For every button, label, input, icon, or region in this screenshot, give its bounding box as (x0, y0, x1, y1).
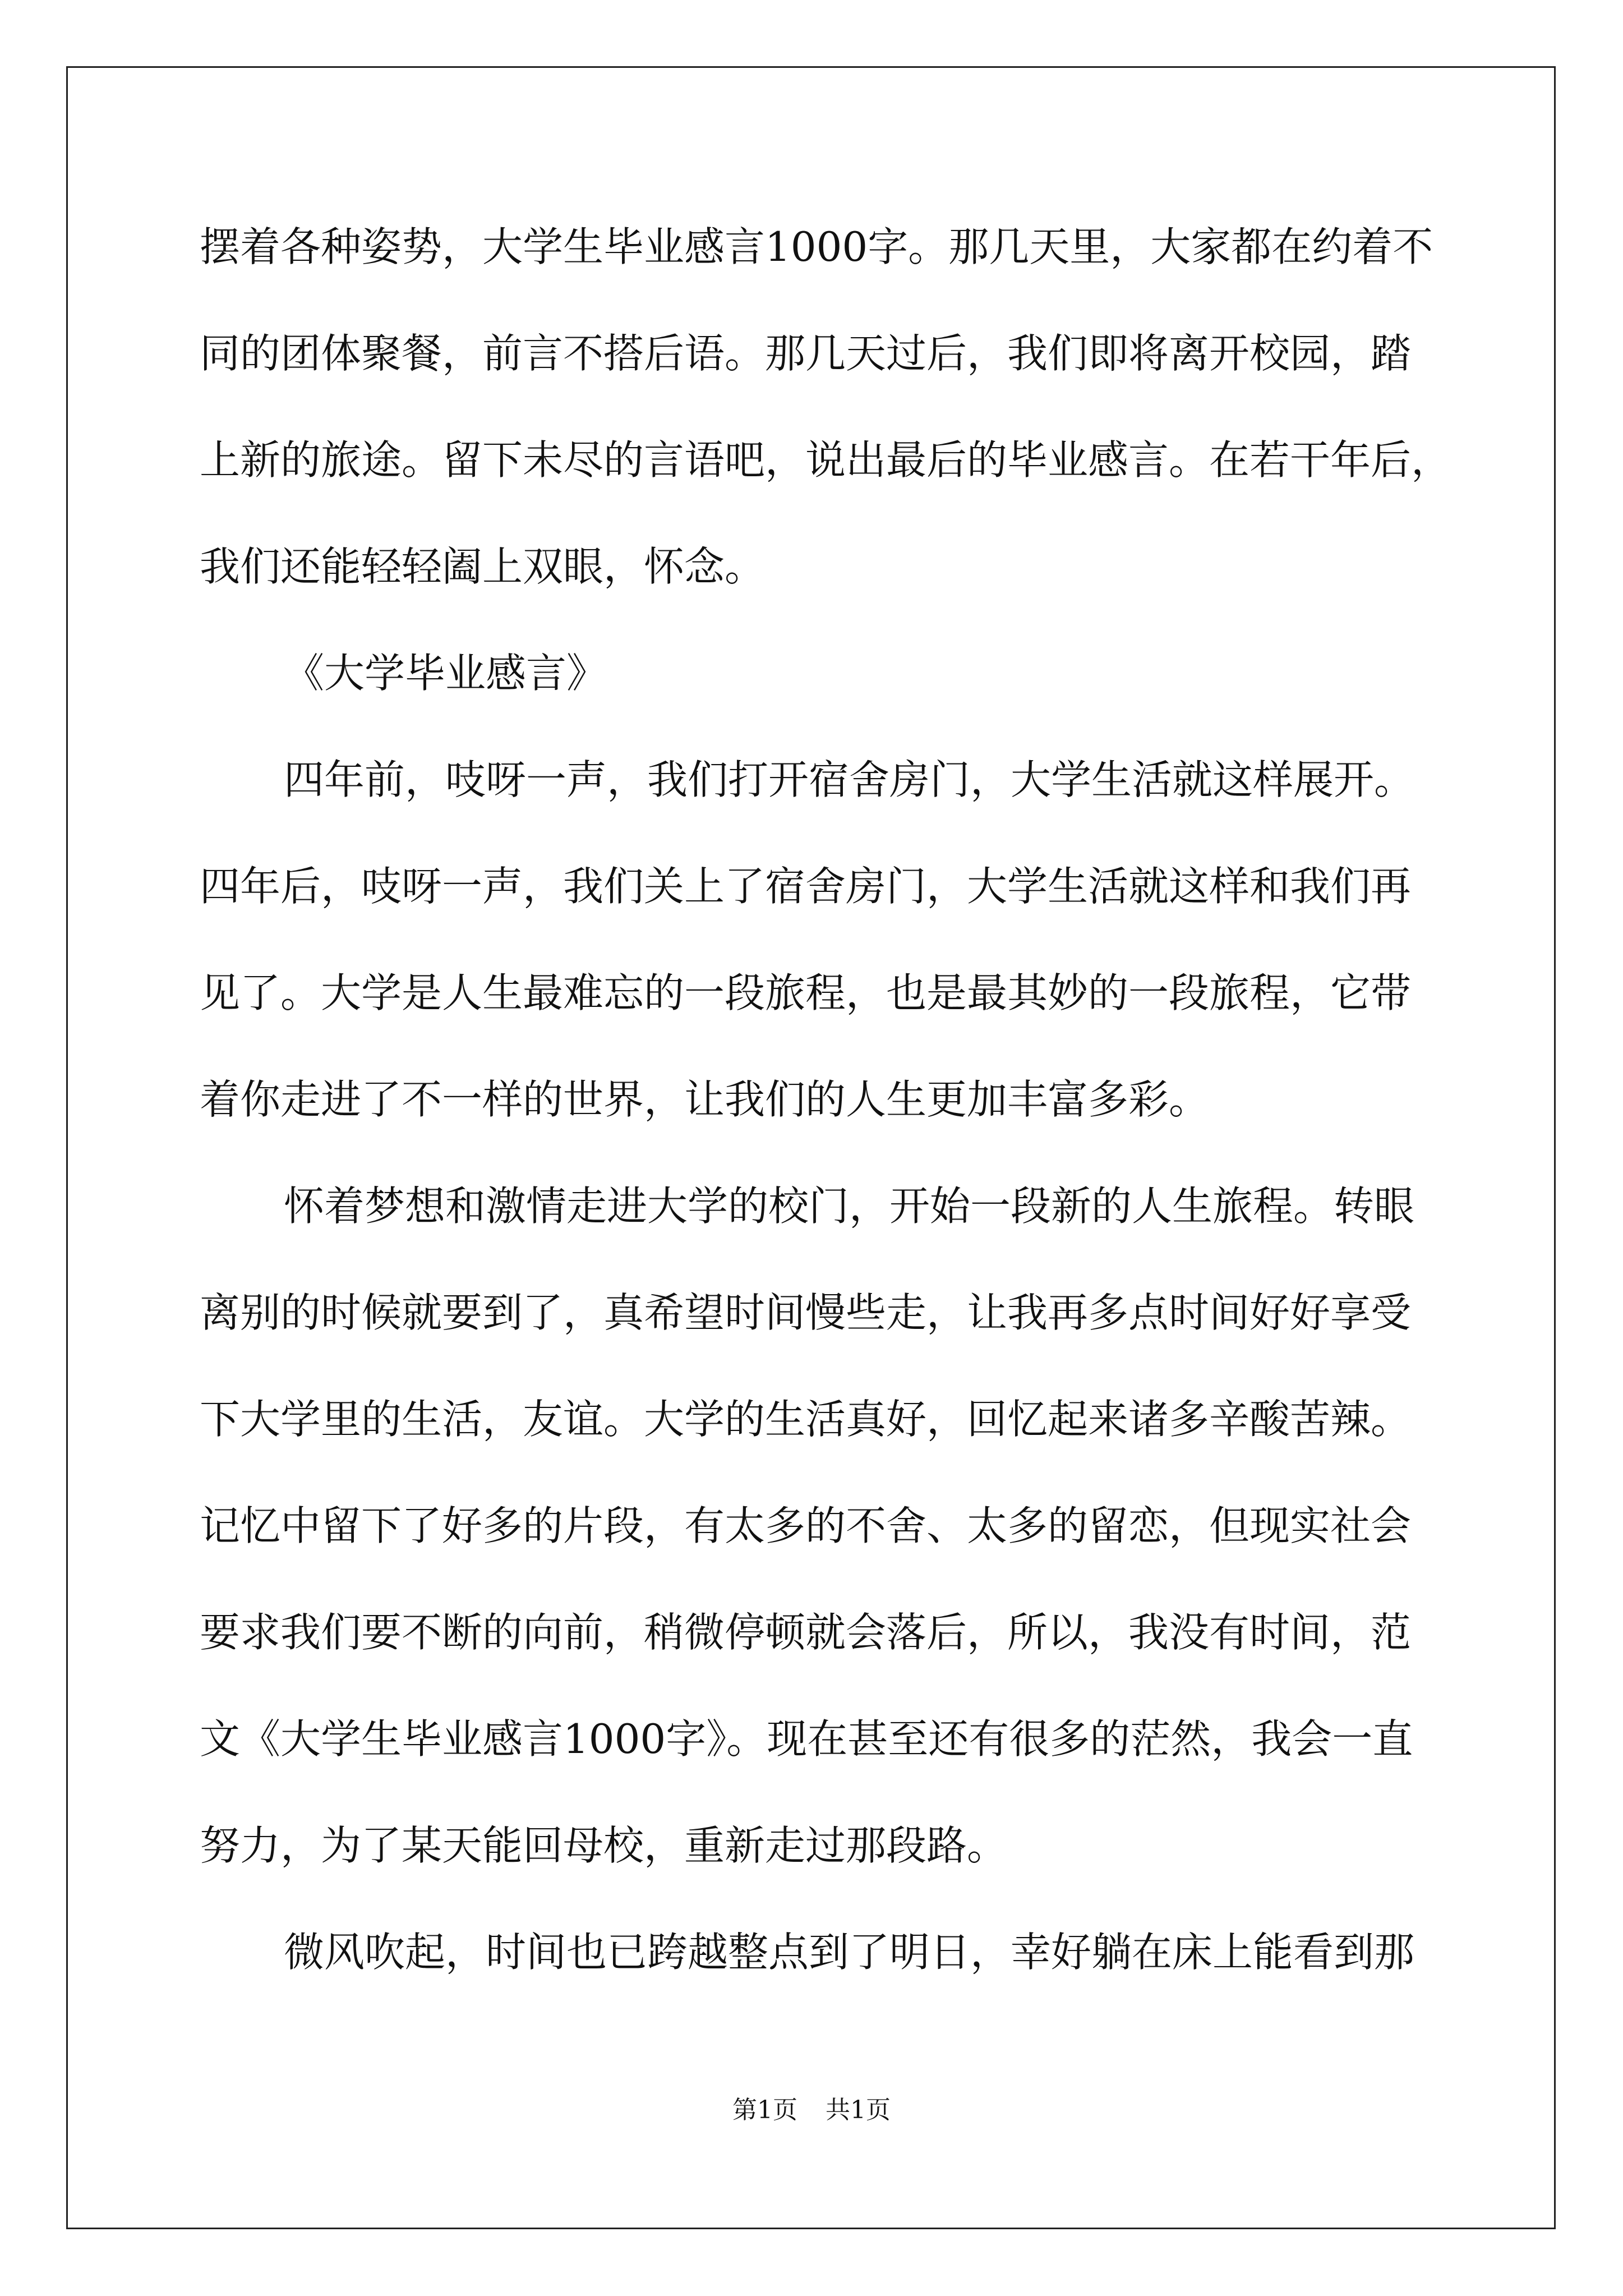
document-body (200, 219, 1461, 2031)
text-line: 我们还能轻轻阖上双眼，怀念。 (200, 543, 766, 590)
text-line: 努力，为了某天能回母校，重新走过那段路。 (200, 1822, 1008, 1869)
text-line: 微风吹起，时间也已跨越整点到了明日，幸好躺在床上能看到那 (284, 1929, 1415, 1976)
page-footer (0, 2090, 1623, 2125)
page-number: 第1页 (732, 2096, 797, 2124)
text-line: 着你走进了不一样的世界，让我们的人生更加丰富多彩。 (200, 1076, 1210, 1123)
text-line: 见了。大学是人生最难忘的一段旅程，也是最其妙的一段旅程，它带 (200, 969, 1412, 1016)
text-line: 上新的旅途。留下未尽的言语吧，说出最后的毕业感言。在若干年后， (200, 436, 1452, 484)
text-line: 摆着各种姿势，大学生毕业感言1000字。那几天里，大家都在约着不 (200, 223, 1433, 270)
text-line: 下大学里的生活，友谊。大学的生活真好，回忆起来诸多辛酸苦辣。 (200, 1396, 1412, 1443)
text-line: 文《大学生毕业感言1000字》。现在甚至还有很多的茫然，我会一直 (200, 1715, 1413, 1763)
text-line: 记忆中留下了好多的片段，有太多的不舍、太多的留恋，但现实社会 (200, 1502, 1412, 1549)
text-line: 要求我们要不断的向前，稍微停顿就会落后，所以，我没有时间，范 (200, 1609, 1412, 1656)
text-line: 四年前，吱呀一声，我们打开宿舍房门，大学生活就这样展开。 (284, 756, 1415, 803)
text-line: 同的团体聚餐，前言不搭后语。那几天过后，我们即将离开校园，踏 (200, 330, 1412, 377)
page-total: 共1页 (826, 2096, 891, 2124)
text-line: 怀着梦想和激情走进大学的校门，开始一段新的人生旅程。转眼 (284, 1182, 1415, 1230)
section-title: 《大学毕业感言》 (284, 650, 607, 697)
text-line: 离别的时候就要到了，真希望时间慢些走，让我再多点时间好好享受 (200, 1289, 1412, 1336)
text-line: 四年后，吱呀一声，我们关上了宿舍房门，大学生活就这样和我们再 (200, 863, 1412, 910)
